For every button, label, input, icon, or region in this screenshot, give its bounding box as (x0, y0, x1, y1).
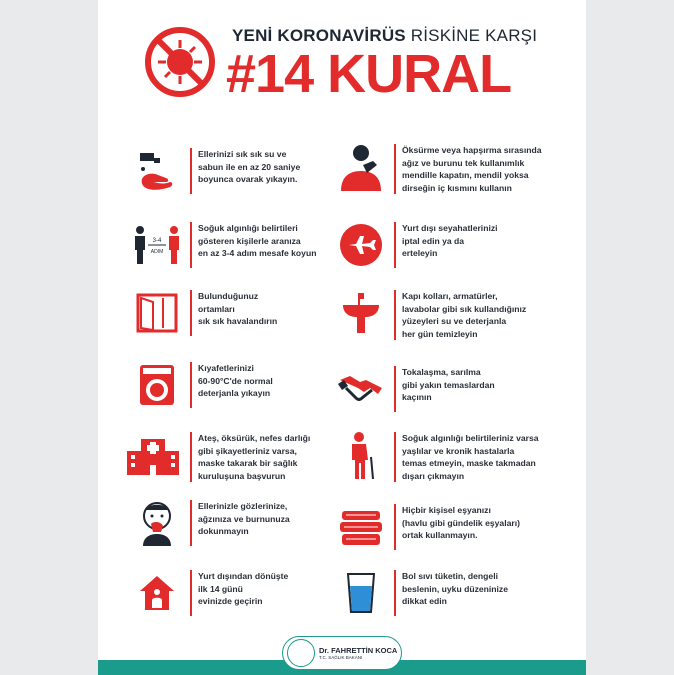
water-glass-icon (336, 570, 386, 616)
handwash-icon (132, 148, 182, 194)
rule-text: Ateş, öksürük, nefes darlığı gibi şikayetleriniz varsa, maske takarak bir sağlık kuruluşuna başvurun (198, 433, 311, 481)
rule-left-4 (132, 362, 273, 408)
towels-icon (336, 504, 386, 550)
rule-text: Bulunduğunuz ortamları sık sık havalandırın (198, 291, 278, 326)
headline-main: #14 KURAL (226, 44, 512, 104)
rule-text: Öksürme veya hapşırma sırasında ağız ve burunu tek kullanımlık mendille kapatın, mendil yoksa dirseğin iç kısmını kullanın (402, 145, 542, 193)
minister-name: Dr. FAHRETTİN KOCA (319, 646, 398, 655)
sink-icon (336, 290, 386, 336)
headline-top-bold: YENİ KORONAVİRÜS (232, 26, 406, 45)
rule-left-5 (124, 432, 310, 482)
window-icon (132, 290, 182, 336)
handshake-icon (336, 366, 386, 412)
distance-icon (132, 222, 182, 268)
rule-right-1 (336, 144, 542, 194)
plane-icon (336, 222, 386, 268)
rule-right-7 (336, 570, 508, 616)
rule-left-2 (132, 222, 316, 268)
elderly-icon (336, 432, 386, 478)
virus-ban-icon (144, 26, 216, 98)
rule-left-6 (132, 500, 290, 546)
rule-right-5 (336, 432, 539, 482)
face-touch-icon (132, 500, 182, 546)
cough-icon (336, 144, 386, 190)
rule-text: Tokalaşma, sarılma gibi yakın temaslardan kaçının (402, 367, 495, 402)
home-icon (132, 570, 182, 616)
rule-text: Ellerinizle gözlerinize, ağzınıza ve burnunuza dokunmayın (198, 501, 290, 536)
ministry-seal-icon (287, 639, 315, 667)
headline-top-rest: RİSKİNE KARŞI (405, 26, 538, 45)
rule-text: Kapı kolları, armatürler, lavabolar gibi sık kullandığınız yüzeyleri su ve deterjanla her gün temizleyin (402, 291, 527, 339)
rule-text: Ellerinizi sık sık su ve sabun ile en az 20 saniye boyunca ovarak yıkayın. (198, 149, 301, 184)
rule-right-3 (336, 290, 526, 340)
rule-text: Soğuk algınlığı belirtileriniz varsa yaşlılar ve kronik hastalarla temas etmeyin, maske takmadan dışarı çıkmayın (402, 433, 539, 481)
minister-logo (282, 636, 402, 670)
distance-label: 3-4 (152, 238, 162, 244)
washing-machine-icon (132, 362, 182, 408)
rule-text: Hiçbir kişisel eşyanızı (havlu gibi gündelik eşyaları) ortak kullanmayın. (402, 505, 520, 540)
rule-text: Kıyafetlerinizi 60-90°C'de normal deterjanla yıkayın (198, 363, 273, 398)
distance-unit: ADIM (150, 249, 164, 255)
rule-right-4 (336, 366, 495, 412)
rule-left-7 (132, 570, 288, 616)
headline-top (232, 26, 537, 46)
rule-left-1 (132, 148, 300, 194)
rule-right-2 (336, 222, 498, 268)
hospital-icon (124, 432, 182, 478)
rule-text: Yurt dışı seyahatlerinizi iptal edin ya da erteleyin (402, 223, 498, 258)
rule-text: Soğuk algınlığı belirtileri gösteren kişilerle aranıza en az 3-4 adım mesafe koyun (198, 223, 317, 258)
rule-left-3 (132, 290, 277, 336)
rule-text: Bol sıvı tüketin, dengeli beslenin, uyku düzeninize dikkat edin (402, 571, 509, 606)
poster (98, 0, 586, 675)
ministry-title: T.C. SAĞLIK BAKANI (319, 655, 363, 660)
rule-text: Yurt dışından dönüşte ilk 14 günü evinizde geçirin (198, 571, 289, 606)
rule-right-6 (336, 504, 520, 550)
